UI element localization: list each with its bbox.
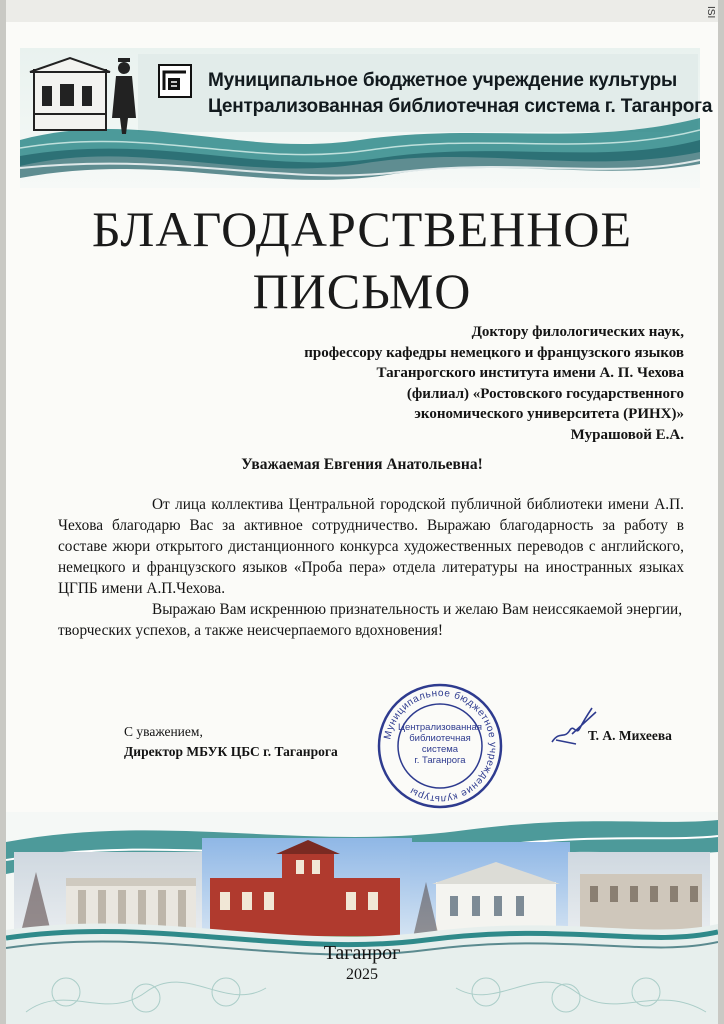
footer-year: 2025 bbox=[346, 966, 378, 983]
cbs-logo-icon bbox=[158, 64, 192, 98]
addressee-line: Таганрогского института имени А. П. Чехова bbox=[376, 365, 684, 381]
addressee-line: Мурашовой Е.А. bbox=[570, 426, 684, 443]
seal-center-text bbox=[396, 722, 484, 766]
org-name-line1: Муниципальное бюджетное учреждение культуры bbox=[208, 70, 678, 91]
seal-line: библиотечная bbox=[409, 733, 471, 744]
org-name-line2: Централизованная библиотечная система г. Таганрога bbox=[208, 96, 713, 117]
banner-artwork bbox=[20, 48, 700, 188]
addressee-line: (филиал) «Ростовского государственного bbox=[406, 385, 684, 402]
seal-line: Централизованная bbox=[397, 722, 482, 733]
body-paragraph: От лица коллектива Центральной городской публичной библиотеки имени А.П. Чехова благодарю Вас за активное сотрудничество. Выражаю благодарность за работу в составе жюри открытого дистанционного конкурса художественных переводов с английского, немецкого и французского языков «Проба пера» отдела литературы на иностранных языках ЦГПБ имени А.П.Чехова. bbox=[58, 496, 684, 597]
footer-city: Таганрог bbox=[323, 942, 401, 964]
addressee-block bbox=[164, 322, 684, 445]
letter-body bbox=[58, 494, 684, 641]
document-title-line1: БЛАГОДАРСТВЕННОЕ bbox=[91, 201, 633, 257]
library-building-illustration bbox=[30, 58, 110, 130]
document-title-line2: ПИСЬМО bbox=[252, 263, 472, 319]
signer-name: Т. А. Михеева bbox=[588, 728, 672, 743]
signature-position-block bbox=[124, 722, 338, 762]
regards-text: С уважением, bbox=[124, 724, 203, 739]
footer-banner bbox=[6, 812, 718, 1024]
seal-ring-text: Муниципальное бюджетное учреждение культуры bbox=[382, 687, 499, 805]
body-paragraph: Выражаю Вам искреннюю признательность и желаю Вам неиссякаемой энергии, творческих успехов, а также неисчерпаемого вдохновения! bbox=[58, 601, 683, 639]
letter-sheet bbox=[6, 0, 718, 1024]
header-banner bbox=[20, 48, 713, 188]
signer-position: Директор МБУК ЦБС г. Таганрога bbox=[124, 744, 338, 759]
seal-line: г. Таганрога bbox=[414, 755, 466, 766]
addressee-line: экономического университета (РИНХ)» bbox=[414, 406, 684, 422]
greeting: Уважаемая Евгения Анатольевна! bbox=[241, 456, 483, 473]
scan-top-edge bbox=[6, 0, 718, 22]
addressee-line: профессору кафедры немецкого и французского языков bbox=[304, 344, 684, 361]
margin-mark: ISI bbox=[705, 6, 716, 19]
addressee-line: Доктору филологических наук, bbox=[471, 324, 684, 340]
seal-line: система bbox=[421, 744, 459, 755]
